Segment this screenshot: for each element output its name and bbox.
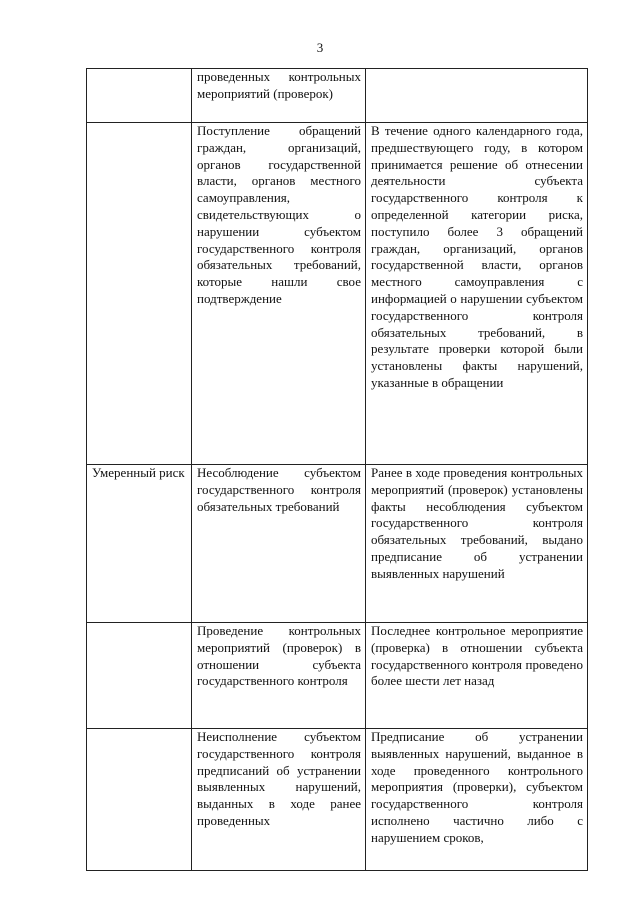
indicator-cell: Последнее контрольное мероприятие (проверка) в отношении субъекта государственного контроля проведено более шести лет назад [366,623,588,729]
risk-level-cell [87,729,192,871]
criterion-cell: проведенных контрольных мероприятий (проверок) [192,69,366,123]
criterion-cell: Несоблюдение субъектом государственного контроля обязательных требований [192,465,366,623]
table-row [87,123,588,465]
risk-level-cell [87,69,192,123]
page-number: 3 [316,40,324,55]
risk-level-cell [87,623,192,729]
criterion-cell: Поступление обращений граждан, организаций, органов государственной власти, органов местного самоуправления, свидетельствующих о нарушении субъектом государственного контроля обязательных требований, которые нашли свое подтверждение [192,123,366,465]
table-row [87,69,588,123]
table-row [87,623,588,729]
indicator-cell [366,69,588,123]
risk-criteria-table [86,68,588,871]
criterion-cell: Неисполнение субъектом государственного контроля предписаний об устранении выявленных нарушений, выданных в ходе ранее проведенных [192,729,366,871]
indicator-cell: В течение одного календарного года, предшествующего году, в котором принимается решение об отнесении деятельности субъекта государственного контроля к определенной категории риска, поступило более 3 обращений граждан, организаций, органов государственной власти, органов местного самоуправления с информацией о нарушении субъектом государственного контроля обязательных требований, в результате проверки которой были установлены факты нарушений, указанные в обращении [366,123,588,465]
risk-level-cell [87,123,192,465]
criterion-cell: Проведение контрольных мероприятий (проверок) в отношении субъекта государственного контроля [192,623,366,729]
indicator-cell: Предписание об устранении выявленных нарушений, выданное в ходе проведенного контрольного мероприятия (проверки), субъектом государственного контроля исполнено частично либо с нарушением сроков, [366,729,588,871]
indicator-cell: Ранее в ходе проведения контрольных мероприятий (проверок) установлены факты несоблюдения субъектом государственного контроля обязательных требований, выдано предписание об устранении выявленных нарушений [366,465,588,623]
table-row [87,465,588,623]
table-row [87,729,588,871]
risk-level-cell: Умеренный риск [87,465,192,623]
